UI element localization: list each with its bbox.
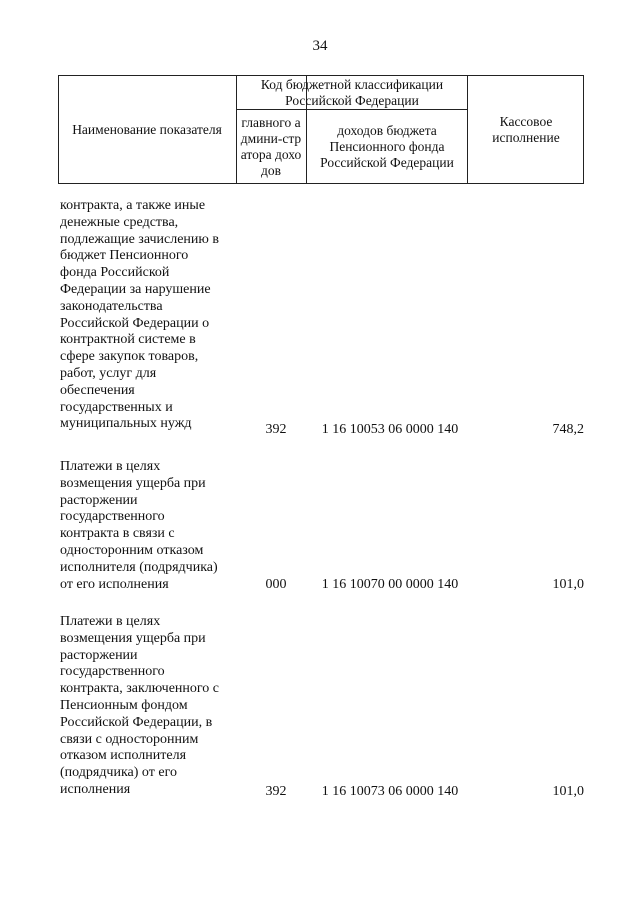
cash-execution-value: 101,0 bbox=[552, 784, 584, 799]
administrator-code: 392 bbox=[265, 422, 287, 437]
budget-code: 1 16 10053 06 0000 140 bbox=[321, 422, 459, 437]
table-header bbox=[58, 75, 584, 184]
header-pension-fund-income: доходов бюджета Пенсионного фонда Российской Федерации bbox=[320, 122, 454, 170]
table-row bbox=[60, 198, 584, 438]
header-chief-administrator: главного админи-стратора доходов bbox=[240, 114, 302, 178]
budget-code: 1 16 10070 00 0000 140 bbox=[321, 577, 459, 592]
header-budget-classification-code: Код бюджетной классификации Российской Федерации bbox=[260, 76, 444, 108]
table-row bbox=[60, 459, 584, 599]
header-cash-execution: Кассовое исполнение bbox=[492, 113, 560, 145]
indicator-name: контракта, а также иные денежные средства, подлежащие зачислению в бюджет Пенсионного фонда Российской Федерации за нарушение законодательства Российской Федерации о контрактной системе в сфере закупок товаров, работ, услуг для обеспечения государственных и муниципальных нужд bbox=[60, 198, 219, 432]
cash-execution-value: 748,2 bbox=[552, 422, 584, 437]
administrator-code: 392 bbox=[265, 784, 287, 799]
cash-execution-value: 101,0 bbox=[552, 577, 584, 592]
indicator-name: Платежи в целях возмещения ущерба при расторжении государственного контракта, заключенного с Пенсионным фондом Российской Федерации, в связи с односторонним отказом исполнителя (подрядчика) от его исполнения bbox=[60, 614, 220, 797]
table-row bbox=[60, 614, 584, 804]
administrator-code: 000 bbox=[265, 577, 287, 592]
header-indicator-name: Наименование показателя bbox=[72, 121, 222, 137]
indicator-name: Платежи в целях возмещения ущерба при расторжении государственного контракта в связи с односторонним отказом исполнителя (подрядчика) от его исполнения bbox=[60, 459, 218, 592]
budget-code: 1 16 10073 06 0000 140 bbox=[321, 784, 459, 799]
page-number: 34 bbox=[312, 38, 328, 54]
